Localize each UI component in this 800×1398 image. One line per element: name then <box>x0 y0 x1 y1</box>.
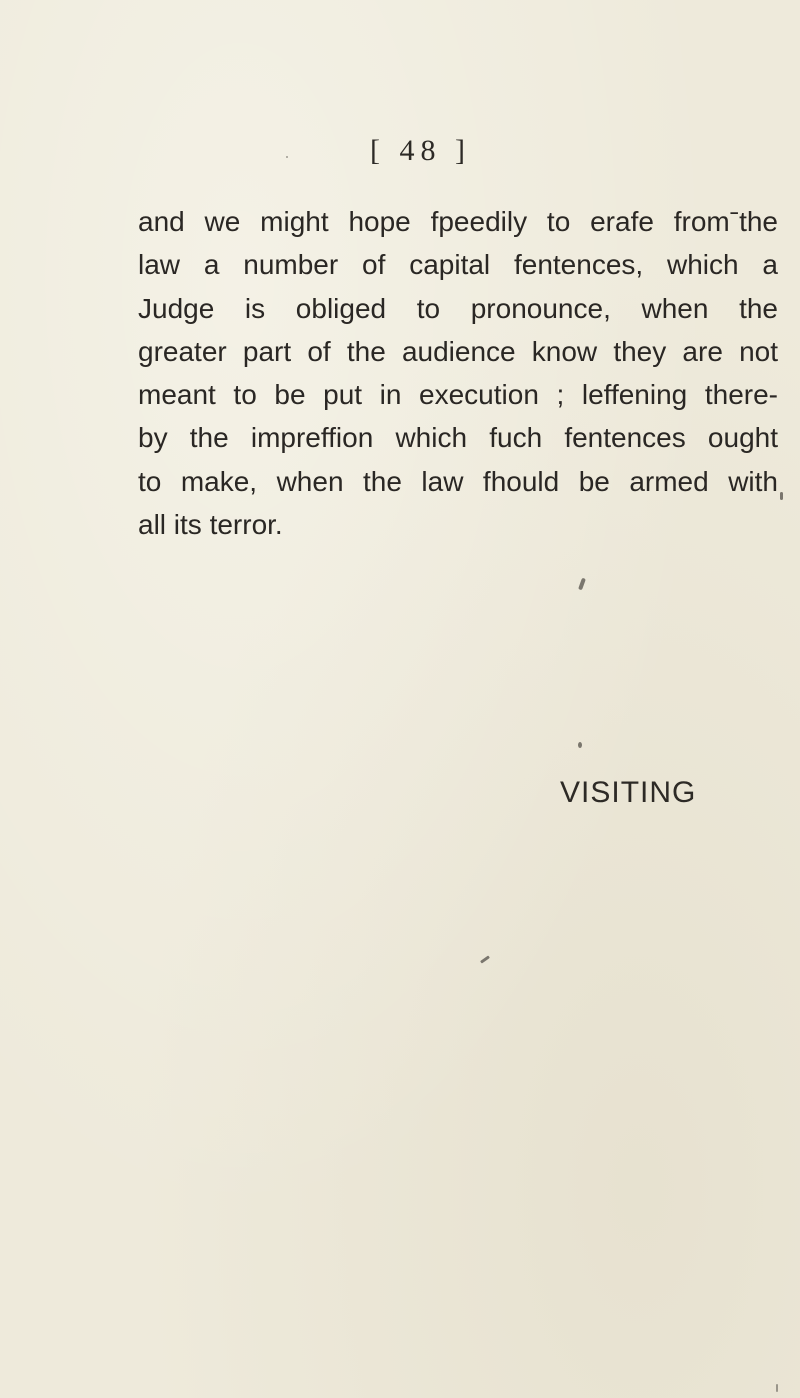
text-line: law a number of capital fentences, which a <box>138 249 778 281</box>
paper-speck <box>578 578 586 591</box>
text-line: meant to be put in execution ; leffening there- <box>138 379 778 411</box>
page-number: [ 48 ] <box>370 134 471 167</box>
paper-speck <box>286 156 288 158</box>
paper-speck <box>480 955 490 963</box>
text-line: greater part of the audience know they are not <box>138 335 778 367</box>
text-line: Judge is obliged to pronounce, when the <box>138 292 778 324</box>
text-line: to make, when the law fhould be armed with <box>138 465 778 497</box>
text-line: all its terror. <box>138 509 283 541</box>
body-text <box>138 200 778 546</box>
text-line: and we might hope fpeedily to erafe fromˉthe <box>138 206 778 237</box>
paper-speck <box>776 1384 778 1392</box>
catchword: VISITING <box>560 776 697 809</box>
paper-speck <box>578 742 582 748</box>
paper-speck <box>780 492 783 500</box>
text-line: by the impreffion which fuch fentences ought <box>138 422 778 454</box>
